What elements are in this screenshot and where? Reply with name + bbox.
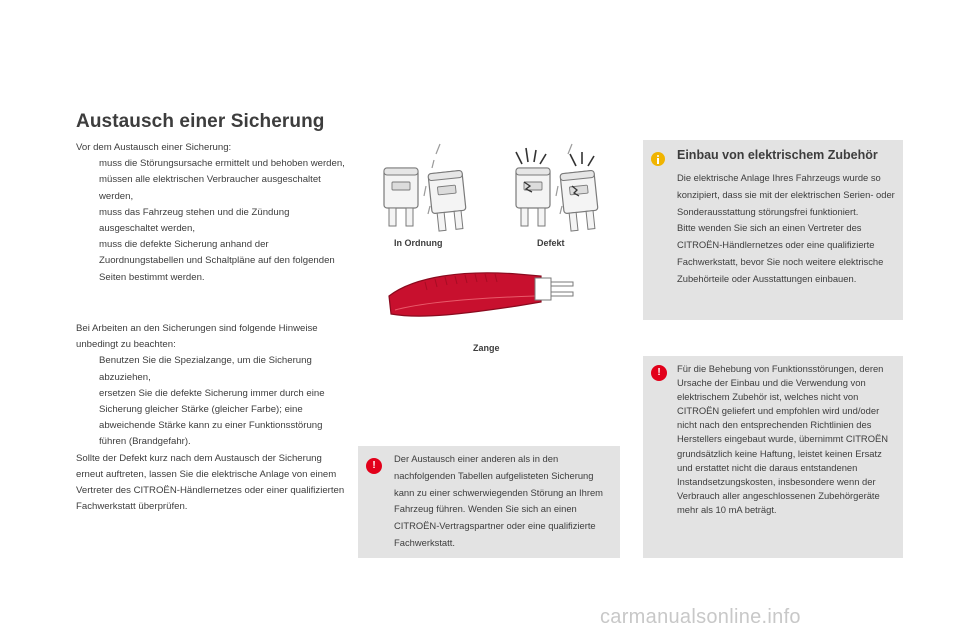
pliers-illustration	[385, 262, 585, 338]
warning-center-text: Der Austausch einer anderen als in den nachfolgenden Tabellen aufgelisteten Sicherung kann zu einer schwerwiegenden Störung an Ihrem Fahrzeug führen. Wenden Sie sich an einen CITROËN-Vertragspartner oder eine qualifizierte Fachwerkstatt.	[394, 453, 603, 548]
info-icon	[651, 152, 665, 166]
fuse-defect-front-icon	[516, 168, 550, 226]
watermark: carmanualsonline.info	[600, 606, 801, 628]
list-item: muss das Fahrzeug stehen und die Zündung ausgeschaltet werden,	[99, 206, 290, 235]
closing-text: Sollte der Defekt kurz nach dem Austausch der Sicherung erneut auftreten, lassen Sie die elektrische Anlage von einem Vertreter des CITROËN-Händlernetzes oder einer qualifizierten Fachwerkstatt überprüfen.	[76, 452, 345, 513]
caption-ok: In Ordnung	[394, 238, 443, 248]
list-item: müssen alle elektrischen Verbraucher ausgeschaltet werden,	[99, 174, 321, 202]
fuse-illustration	[380, 140, 620, 236]
info-box-title: Einbau von elektrischem Zubehör	[677, 148, 878, 162]
intro-block	[76, 140, 348, 286]
warning-icon: !	[366, 458, 382, 474]
fuse-ok-side-icon	[428, 170, 468, 231]
list-item: Benutzen Sie die Spezialzange, um die Sicherung abzuziehen,	[99, 355, 312, 383]
warning-box-right	[643, 356, 903, 558]
intro-text: Vor dem Austausch einer Sicherung:	[76, 142, 232, 153]
steps-list	[76, 156, 348, 286]
work-steps-list	[76, 353, 348, 450]
list-item: ersetzen Sie die defekte Sicherung immer durch eine Sicherung gleicher Stärke (gleicher Farbe); eine abweichende Stärke kann zu einer Funktionsstörung führen (Brandgefahr).	[99, 387, 325, 448]
page-title: Austausch einer Sicherung	[76, 111, 325, 132]
list-item: muss die defekte Sicherung anhand der Zuordnungstabellen und Schaltpläne auf den folgenden Seiten bestimmt werden.	[99, 239, 335, 283]
work-intro-text: Bei Arbeiten an den Sicherungen sind folgende Hinweise unbedingt zu beachten:	[76, 323, 318, 351]
warning-icon: !	[651, 365, 667, 381]
fuse-ok-front-icon	[384, 168, 418, 226]
caption-defect: Defekt	[537, 238, 565, 248]
work-block	[76, 321, 348, 515]
caption-pliers: Zange	[473, 343, 500, 353]
burst-lines-icon	[516, 148, 594, 166]
list-item: muss die Störungsursache ermittelt und behoben werden,	[99, 158, 345, 170]
info-box-text: Die elektrische Anlage Ihres Fahrzeugs wurde so konzipiert, dass sie mit der elektrischen Serien- oder Sonderausstattung störungsfrei funktioniert. Bitte wenden Sie sich an einen Vertreter des CITROËN-Händlernetzes oder eine qualifizierte Fachwerkstatt, bevor Sie noch weitere elektrische Zubehörteile oder Ausstattungen einbauen.	[677, 172, 895, 284]
fuse-defect-side-icon	[560, 170, 600, 231]
warning-box-center	[358, 446, 620, 558]
warning-right-text: Für die Behebung von Funktionsstörungen, deren Ursache der Einbau und die Verwendung von elektrischem Zubehör ist, welches nicht von CITROËN geliefert und empfohlen wird und/oder nicht nach den entsprechenden Richtlinien des Herstellers eingebaut wurde, übernimmt CITROËN grundsätzlich keine Haftung, leistet keinen Ersatz und erstattet nicht die daraus entstandenen Instandsetzungskosten, insbesondere wenn der Verbrauch aller angeschlossenen Zubehörgeräte mehr als 10 mA beträgt.	[677, 363, 889, 515]
